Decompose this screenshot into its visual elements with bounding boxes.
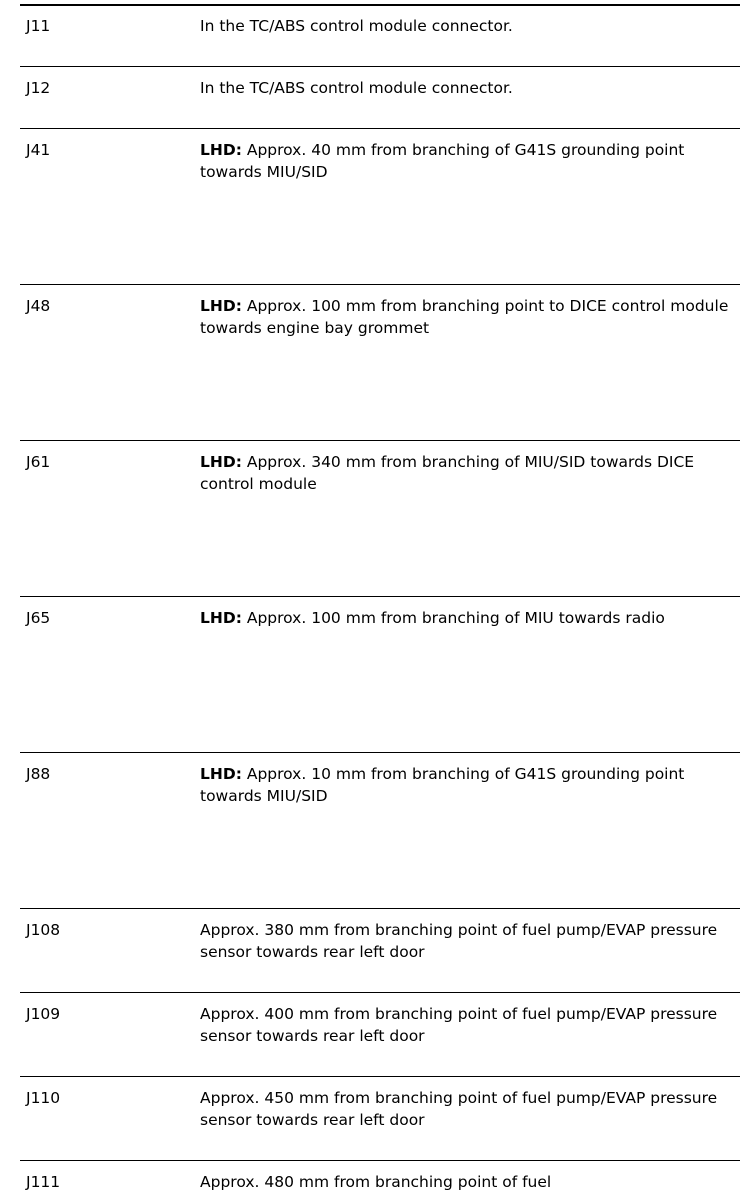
location-text: Approx. 10 mm from branching of G41S grounding point towards MIU/SID bbox=[200, 765, 685, 805]
splice-location bbox=[200, 1003, 740, 1047]
lhd-label: LHD: bbox=[200, 297, 242, 315]
location-text: In the TC/ABS control module connector. bbox=[200, 17, 513, 35]
splice-id: J88 bbox=[26, 765, 51, 783]
row-divider bbox=[20, 908, 740, 909]
location-text: Approx. 400 mm from branching point of fuel pump/EVAP pressure sensor towards rear left door bbox=[200, 1005, 718, 1045]
splice-id: J108 bbox=[26, 921, 61, 939]
lhd-label: LHD: bbox=[200, 141, 242, 159]
splice-location bbox=[200, 451, 740, 495]
location-text: Approx. 340 mm from branching of MIU/SID towards DICE control module bbox=[200, 453, 695, 493]
location-text: Approx. 40 mm from branching of G41S grounding point towards MIU/SID bbox=[200, 141, 685, 181]
location-text: Approx. 450 mm from branching point of fuel pump/EVAP pressure sensor towards rear left door bbox=[200, 1089, 718, 1129]
splice-id: J65 bbox=[26, 609, 51, 627]
row-divider bbox=[20, 992, 740, 993]
splice-location bbox=[200, 607, 740, 629]
splice-location bbox=[200, 295, 740, 339]
splice-id: J61 bbox=[26, 453, 51, 471]
location-text: Approx. 480 mm from branching point of fuel bbox=[200, 1173, 552, 1191]
splice-id: J111 bbox=[26, 1173, 61, 1191]
row-divider bbox=[20, 596, 740, 597]
splice-location bbox=[200, 139, 740, 183]
splice-id: J109 bbox=[26, 1005, 61, 1023]
row-divider bbox=[20, 4, 740, 6]
location-text: Approx. 380 mm from branching point of fuel pump/EVAP pressure sensor towards rear left door bbox=[200, 921, 718, 961]
splice-id: J41 bbox=[26, 141, 51, 159]
row-divider bbox=[20, 440, 740, 441]
location-text: Approx. 100 mm from branching of MIU towards radio bbox=[246, 609, 665, 627]
row-divider bbox=[20, 66, 740, 67]
splice-id: J110 bbox=[26, 1089, 61, 1107]
lhd-label: LHD: bbox=[200, 609, 242, 627]
location-text: Approx. 100 mm from branching point to DICE control module towards engine bay grommet bbox=[200, 297, 729, 337]
row-divider bbox=[20, 1076, 740, 1077]
row-divider bbox=[20, 1160, 740, 1161]
row-divider bbox=[20, 752, 740, 753]
splice-id: J48 bbox=[26, 297, 51, 315]
splice-location bbox=[200, 763, 740, 807]
row-divider bbox=[20, 284, 740, 285]
splice-location bbox=[200, 15, 740, 37]
location-text: In the TC/ABS control module connector. bbox=[200, 79, 513, 97]
splice-location bbox=[200, 919, 740, 963]
splice-location bbox=[200, 1087, 740, 1131]
lhd-label: LHD: bbox=[200, 765, 242, 783]
row-divider bbox=[20, 128, 740, 129]
splice-location bbox=[200, 77, 740, 99]
splice-id: J11 bbox=[26, 17, 51, 35]
splice-id: J12 bbox=[26, 79, 51, 97]
splice-location bbox=[200, 1171, 740, 1193]
lhd-label: LHD: bbox=[200, 453, 242, 471]
